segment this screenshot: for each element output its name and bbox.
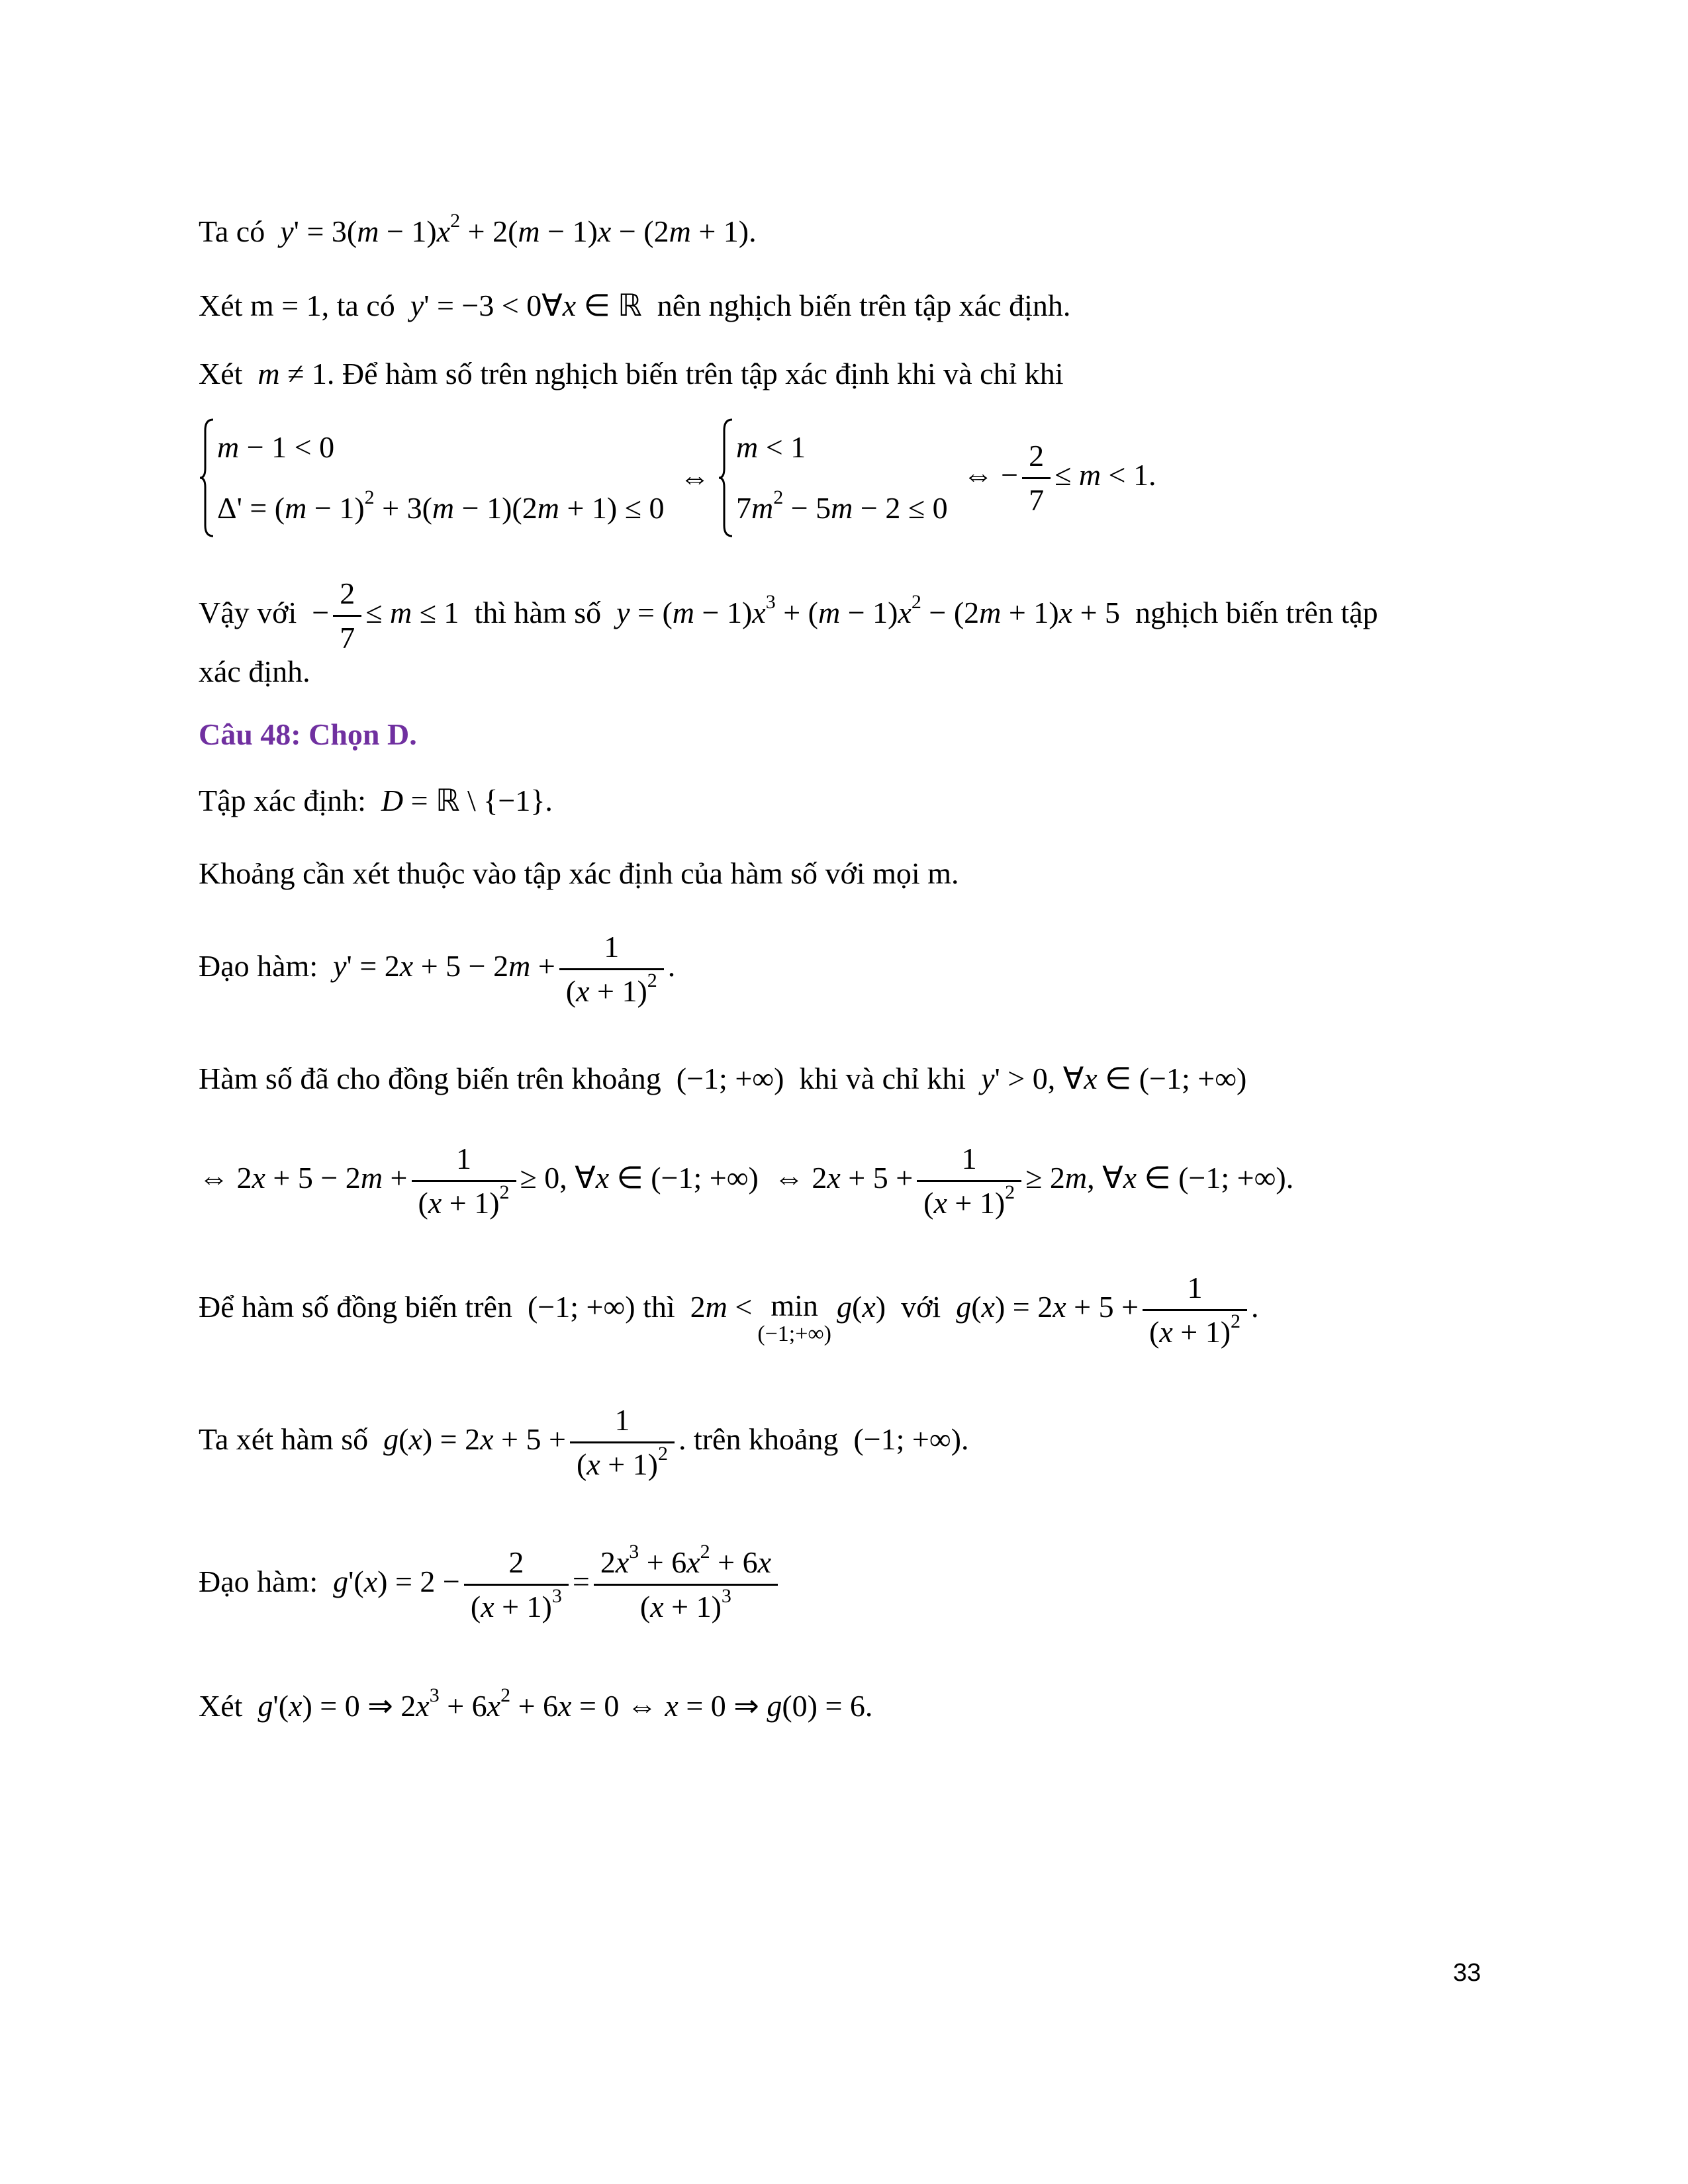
- line-inequality-chain: [199, 1135, 1293, 1222]
- formula-interval-3: (−1; +∞).: [845, 1422, 969, 1456]
- text-nghich-bien-tap: nghịch biến trên tập: [1135, 596, 1378, 629]
- line-min-condition: [199, 1264, 1259, 1351]
- line-conclusion: [199, 573, 1378, 657]
- formula-y-prime-positive: y' > 0, ∀x ∈ (−1; +∞): [981, 1062, 1247, 1095]
- left-brace-icon: [718, 417, 735, 539]
- question-heading: [199, 715, 417, 754]
- formula-g-def-2: g(x) = 2x + 5 + $\frac{1}{(x + 1)^2}$: [376, 1422, 679, 1456]
- text-ham-so-dong-bien: Hàm số đã cho đồng biến trên khoảng: [199, 1062, 661, 1095]
- text-khi-va-chi-khi: khi và chỉ khi: [799, 1062, 966, 1095]
- text-thi: thì: [643, 1290, 675, 1324]
- formula-derivative-y: y' = 2x + 5 − 2m + $\frac{1}{(x + 1)^2}$ .: [333, 929, 676, 1008]
- formula-interval: (−1; +∞): [669, 1062, 792, 1095]
- heading-cau-48: Câu 48: Chọn D.: [199, 717, 417, 751]
- formula-interval-2: (−1; +∞): [520, 1290, 635, 1324]
- text-condition: . Để hàm số trên nghịch biến trên tập xác định khi và chỉ khi: [326, 357, 1064, 390]
- text-xet: Xét: [199, 357, 243, 390]
- formula-function-y: $y = (m - 1)x^3 + (m - 1)x^2 - (2m + 1)x + 5$: [616, 591, 1128, 629]
- text-xet-m1: Xét m = 1, ta có: [199, 289, 395, 322]
- text-voi: với: [901, 1290, 941, 1324]
- line-derivative-m: [199, 212, 757, 251]
- formula-m-range: − $\frac{2}{7}$ ≤ m ≤ 1: [304, 576, 467, 655]
- text-nghich-bien: nên nghịch biến trên tập xác định.: [657, 289, 1071, 322]
- text-de-ham-so: Để hàm số đồng biến trên: [199, 1290, 512, 1324]
- formula-critical-point: g'(x) = 0 ⇒ $2x^3 + 6x^2 + 6x = 0$ ⇔ x = 0 ⇒ g(0) = 6.: [258, 1684, 873, 1723]
- text-xet-g: Xét: [199, 1689, 243, 1723]
- system-1: m − 1 < 0 $\Delta' = (m - 1)^2 + 3(m - 1)(2m + 1) \le 0$: [199, 417, 664, 539]
- formula-derivative-g: g'(x) = 2 − $\frac{2}{(x + 1)^3}$ = $\frac{2x^3 + 6x^2 + 6x}{(x + 1)^3}$: [326, 1565, 782, 1598]
- line-domain: [199, 781, 553, 821]
- line-case-m-ne-1: [199, 354, 1064, 394]
- system-2: m < 1 $7m^2 - 5m - 2 \le 0$: [718, 417, 948, 539]
- line-interval-note: [199, 854, 959, 893]
- line-system: [199, 417, 1156, 539]
- formula-domain: D = ℝ \ {−1}.: [381, 784, 553, 817]
- text-ta-co: Ta có: [199, 214, 265, 248]
- text-dao-ham-g: Đạo hàm:: [199, 1565, 318, 1598]
- page-number: 33: [1453, 1959, 1481, 1987]
- formula-y-prime-neg: y' = −3 < 0∀x ∈ ℝ: [410, 289, 650, 322]
- equiv-symbol-1: ⇔: [671, 461, 710, 494]
- formula-m-ne-1: m ≠ 1: [258, 357, 327, 390]
- text-tap-xac-dinh: Tập xác định:: [199, 784, 366, 817]
- line-derivative-g: [199, 1539, 782, 1625]
- text-tren-khoang: . trên khoảng: [678, 1422, 839, 1456]
- line-critical-point: [199, 1686, 872, 1726]
- text-xac-dinh: xác định.: [199, 655, 310, 688]
- line-xac-dinh: [199, 652, 310, 692]
- text-ta-xet-ham-so: Ta xét hàm số: [199, 1422, 369, 1456]
- text-vay-voi: Vậy với: [199, 596, 297, 629]
- line-consider-g: [199, 1396, 969, 1483]
- text-thi-ham-so: thì hàm số: [474, 596, 602, 629]
- formula-y-prime: $y' = 3(m - 1)x^2 + 2(m - 1)x - (2m + 1)$.: [280, 210, 757, 248]
- text-khoang-can-xet: Khoảng cần xét thuộc vào tập xác định của hàm số với mọi m.: [199, 856, 959, 890]
- formula-min: 2m < min (−1;+∞) g(x): [682, 1289, 894, 1347]
- line-derivative-y: [199, 923, 675, 1010]
- line-increasing-condition: [199, 1059, 1246, 1099]
- formula-g-def: g(x) = 2x + 5 + $\frac{1}{(x + 1)^2}$ .: [956, 1270, 1259, 1349]
- line-case-m1: [199, 286, 1070, 326]
- text-dao-ham: Đạo hàm:: [199, 949, 318, 983]
- left-brace-icon: [199, 417, 216, 539]
- equiv-result: ⇔ − $\frac{2}{7}$ ≤ m < 1.: [955, 438, 1156, 517]
- formula-inequality-chain: ⇔ 2x + 5 − 2m + $\frac{1}{(x + 1)^2}$ ≥ 0, ∀x ∈ (−1; +∞) ⇔ 2x + 5 + $\frac{1}{(x + 1)^2}$ ≥ 2m, ∀x ∈ (−1; +∞).: [199, 1141, 1294, 1220]
